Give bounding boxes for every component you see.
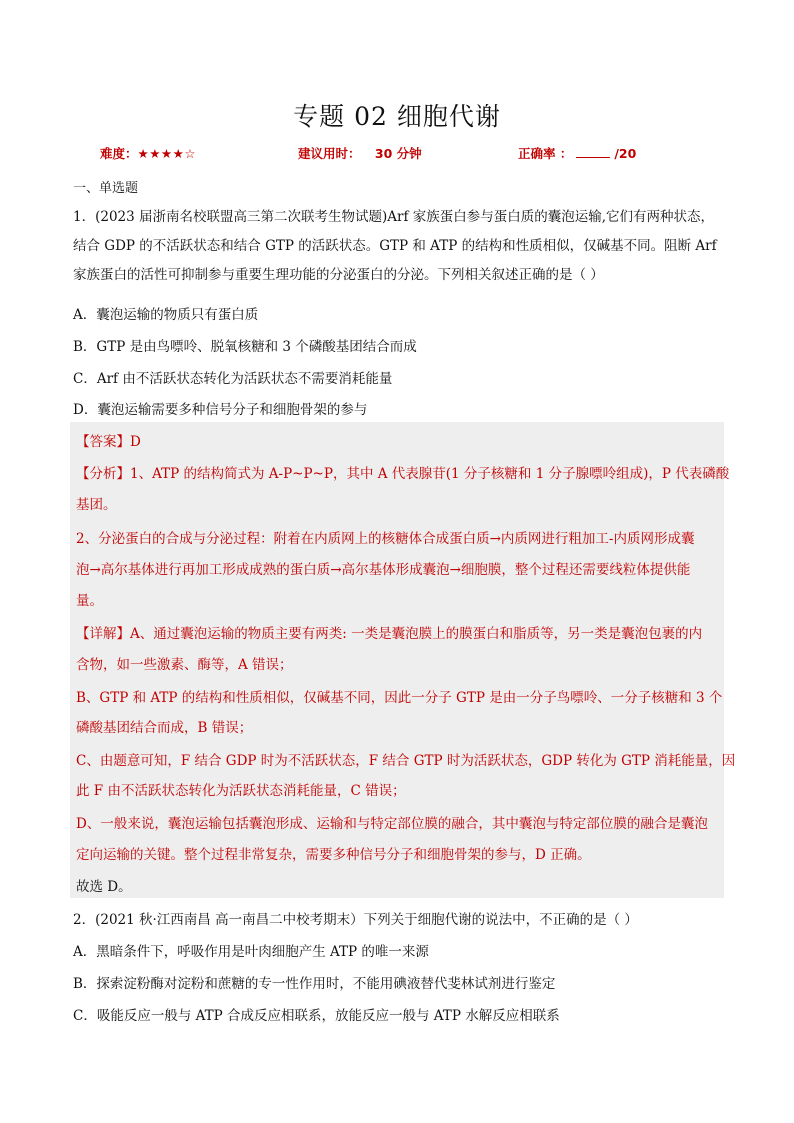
question-2-option-a: A．黑暗条件下，呼吸作用是叶肉细胞产生 ATP 的唯一来源	[73, 944, 429, 960]
detail-line: 【详解】A、通过囊泡运输的物质主要有两类: 一类是囊泡膜上的膜蛋白和脂质等，另一类是囊泡包裹的内	[76, 626, 703, 642]
question-1-option-a: A．囊泡运输的物质只有蛋白质	[73, 307, 259, 323]
detail-line: C、由题意可知，F 结合 GDP 时为不活跃状态，F 结合 GTP 时为活跃状态，GDP 转化为 GTP 消耗能量，因	[76, 753, 736, 769]
analysis-line: 2、分泌蛋白的合成与分泌过程：附着在内质网上的核糖体合成蛋白质→内质网进行粗加工-内质网形成囊	[76, 531, 695, 547]
question-2-option-c: C．吸能反应一般与 ATP 合成反应相联系，放能反应一般与 ATP 水解反应相联系	[73, 1008, 560, 1024]
analysis-line: 【分析】1、ATP 的结构简式为 A-P~P~P，其中 A 代表腺苷(1 分子核糖和 1 分子腺嘌呤组成)，P 代表磷酸	[76, 466, 730, 482]
analysis-line: 量。	[76, 593, 103, 609]
detail-line: 定向运输的关键。整个过程非常复杂，需要多种信号分子和细胞骨架的参与，D 正确。	[76, 847, 591, 863]
question-1-option-c: C．Arf 由不活跃状态转化为活跃状态不需要消耗能量	[73, 371, 393, 387]
accuracy-blank[interactable]	[576, 145, 610, 158]
time-value: 30 分钟	[374, 146, 422, 161]
difficulty-info	[100, 144, 196, 162]
detail-line: 此 F 由不活跃状态转化为活跃状态消耗能量，C 错误；	[76, 783, 406, 799]
question-1-line: 家族蛋白的活性可抑制参与重要生理功能的分泌蛋白的分泌。下列相关叙述正确的是（ ）	[73, 267, 604, 283]
question-1-stem	[73, 203, 723, 290]
final-answer: 故选 D。	[76, 879, 132, 895]
question-2-stem: 2．(2021 秋·江西南昌 高一南昌二中校考期末）下列关于细胞代谢的说法中，不正确的是（ ）	[73, 912, 638, 928]
detail-line: D、一般来说，囊泡运输包括囊泡形成、运输和与特定部位膜的融合，其中囊泡与特定部位膜的融合是囊泡	[76, 816, 708, 832]
accuracy-total: /20	[614, 146, 637, 161]
time-info	[298, 144, 422, 162]
detail-line: 含物，如一些激素、酶等，A 错误；	[76, 657, 293, 673]
question-2-option-b: B．探索淀粉酶对淀粉和蔗糖的专一性作用时，不能用碘液替代斐林试剂进行鉴定	[73, 976, 556, 992]
question-1-option-b: B．GTP 是由鸟嘌呤、脱氧核糖和 3 个磷酸基团结合而成	[73, 339, 417, 355]
analysis-line: 泡→高尔基体进行再加工形成成熟的蛋白质→高尔基体形成囊泡→细胞膜，整个过程还需要线粒体提供能	[76, 562, 691, 578]
accuracy-info	[518, 144, 636, 162]
detail-line: 磷酸基团结合而成，B 错误；	[76, 720, 253, 736]
difficulty-label: 难度：	[100, 146, 138, 161]
question-1-line: 结合 GDP 的不活跃状态和结合 GTP 的活跃状态。GTP 和 ATP 的结构和性质相似，仅碱基不同。阻断 Arf	[73, 238, 717, 254]
accuracy-label: 正确率 ：	[518, 146, 573, 161]
section-heading: 一、单选题	[73, 181, 139, 196]
analysis-line: 基团。	[76, 497, 117, 513]
detail-line: B、GTP 和 ATP 的结构和性质相似，仅碱基不同，因此一分子 GTP 是由一分子鸟嘌呤、一分子核糖和 3 个	[76, 690, 723, 706]
question-1-option-d: D．囊泡运输需要多种信号分子和细胞骨架的参与	[73, 402, 368, 418]
question-1-line: 1．(2023 届浙南名校联盟高三第二次联考生物试题)Arf 家族蛋白参与蛋白质的囊泡运输,它们有两种状态，	[73, 209, 715, 225]
answer-line: 【答案】D	[76, 434, 141, 450]
difficulty-stars: ★★★★☆	[137, 146, 197, 161]
time-label: 建议用时：	[298, 146, 361, 161]
page-title: 专题 02 细胞代谢	[293, 102, 501, 131]
